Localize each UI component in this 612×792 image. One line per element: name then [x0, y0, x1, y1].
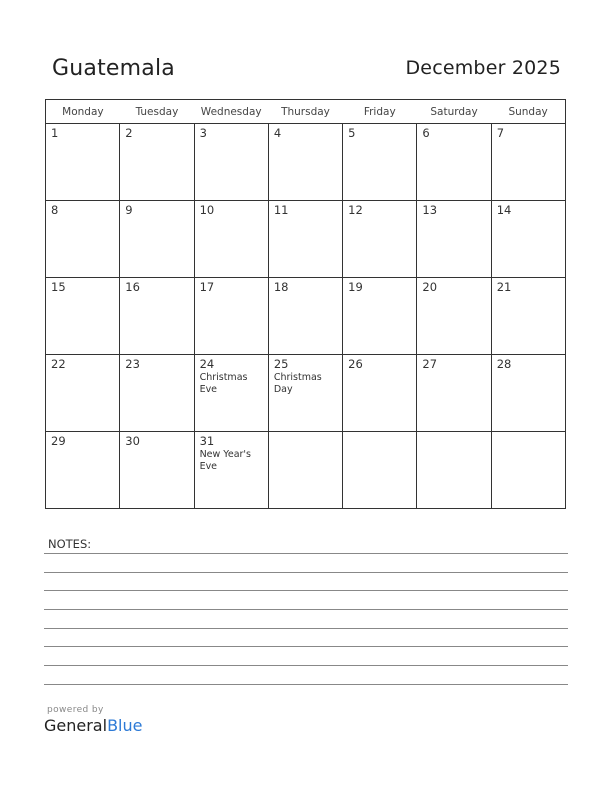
weekday-sunday: Sunday	[491, 100, 565, 124]
weekday-wednesday: Wednesday	[194, 100, 268, 124]
day-number: 15	[51, 280, 66, 294]
note-line	[44, 553, 568, 554]
day-cell[interactable]	[343, 278, 417, 355]
day-number: 1	[51, 126, 59, 140]
powered-by-text: powered by	[47, 705, 104, 715]
day-cell[interactable]	[343, 432, 417, 509]
week-row	[46, 201, 566, 278]
month-title: December 2025	[405, 57, 561, 79]
day-number: 18	[273, 280, 289, 294]
weekday-monday: Monday	[46, 100, 120, 124]
day-cell[interactable]	[417, 355, 491, 432]
day-number: 6	[422, 126, 430, 140]
holiday-label: Christmas Eve	[199, 372, 248, 395]
day-number: 13	[422, 203, 438, 217]
day-number: 5	[348, 126, 356, 140]
day-number: 8	[51, 203, 59, 217]
week-row	[46, 432, 566, 509]
holiday-label: New Year's Eve	[199, 449, 251, 472]
day-cell[interactable]	[417, 278, 491, 355]
day-number: 10	[199, 203, 215, 217]
day-cell[interactable]	[194, 124, 268, 201]
day-cell[interactable]	[120, 432, 194, 509]
day-number: 28	[496, 357, 512, 371]
day-number: 4	[273, 126, 282, 140]
day-cell[interactable]	[417, 124, 491, 201]
day-cell[interactable]	[194, 355, 268, 432]
day-cell[interactable]	[194, 278, 268, 355]
country-title: Guatemala	[52, 56, 175, 81]
day-number: 19	[348, 280, 363, 294]
day-cell[interactable]	[268, 278, 342, 355]
day-number: 3	[199, 126, 207, 140]
week-row	[46, 355, 566, 432]
note-line	[44, 572, 568, 573]
day-cell[interactable]	[194, 432, 268, 509]
day-cell[interactable]	[491, 432, 565, 509]
note-line	[44, 609, 568, 610]
day-number: 2	[125, 126, 133, 140]
day-cell[interactable]	[491, 124, 565, 201]
brand-logo[interactable]	[44, 716, 142, 735]
day-cell[interactable]	[343, 201, 417, 278]
weekday-header-row	[46, 100, 566, 124]
day-cell[interactable]	[268, 124, 342, 201]
day-cell[interactable]	[268, 432, 342, 509]
week-row	[46, 278, 566, 355]
notes-label: NOTES:	[48, 537, 92, 551]
day-cell[interactable]	[343, 355, 417, 432]
day-number: 26	[348, 357, 363, 371]
day-number: 16	[125, 280, 140, 294]
day-number: 21	[496, 280, 512, 294]
day-number: 31	[199, 434, 215, 448]
day-cell[interactable]	[491, 355, 565, 432]
weekday-saturday: Saturday	[417, 100, 491, 124]
day-number: 25	[273, 357, 289, 371]
day-cell[interactable]	[120, 201, 194, 278]
day-number: 9	[125, 203, 133, 217]
note-line	[44, 684, 568, 685]
day-cell[interactable]	[120, 124, 194, 201]
brand-blue: Blue	[107, 716, 143, 735]
note-line	[44, 590, 568, 591]
day-cell[interactable]	[268, 201, 342, 278]
day-cell[interactable]	[343, 124, 417, 201]
day-number: 24	[199, 357, 215, 371]
day-cell[interactable]	[417, 432, 491, 509]
weekday-friday: Friday	[343, 100, 417, 124]
day-number: 23	[125, 357, 140, 371]
day-number: 29	[51, 434, 66, 448]
brand-general: General	[44, 716, 108, 735]
note-line	[44, 665, 568, 666]
day-cell[interactable]	[417, 201, 491, 278]
day-cell[interactable]	[46, 432, 120, 509]
week-row	[46, 124, 566, 201]
weekday-thursday: Thursday	[268, 100, 342, 124]
holiday-label: Christmas Day	[273, 372, 322, 395]
day-cell[interactable]	[491, 201, 565, 278]
day-cell[interactable]	[46, 278, 120, 355]
day-number: 27	[422, 357, 438, 371]
calendar-grid	[45, 99, 566, 509]
weekday-tuesday: Tuesday	[120, 100, 194, 124]
note-line	[44, 646, 568, 647]
day-number: 20	[422, 280, 438, 294]
day-cell[interactable]	[120, 355, 194, 432]
day-number: 7	[496, 126, 505, 140]
day-cell[interactable]	[194, 201, 268, 278]
day-number: 17	[199, 280, 215, 294]
day-cell[interactable]	[46, 124, 120, 201]
day-number: 12	[348, 203, 363, 217]
day-cell[interactable]	[46, 201, 120, 278]
day-cell[interactable]	[268, 355, 342, 432]
day-number: 11	[273, 203, 289, 217]
day-cell[interactable]	[46, 355, 120, 432]
day-cell[interactable]	[491, 278, 565, 355]
day-cell[interactable]	[120, 278, 194, 355]
note-line	[44, 628, 568, 629]
day-number: 14	[496, 203, 512, 217]
day-number: 30	[125, 434, 140, 448]
day-number: 22	[51, 357, 66, 371]
